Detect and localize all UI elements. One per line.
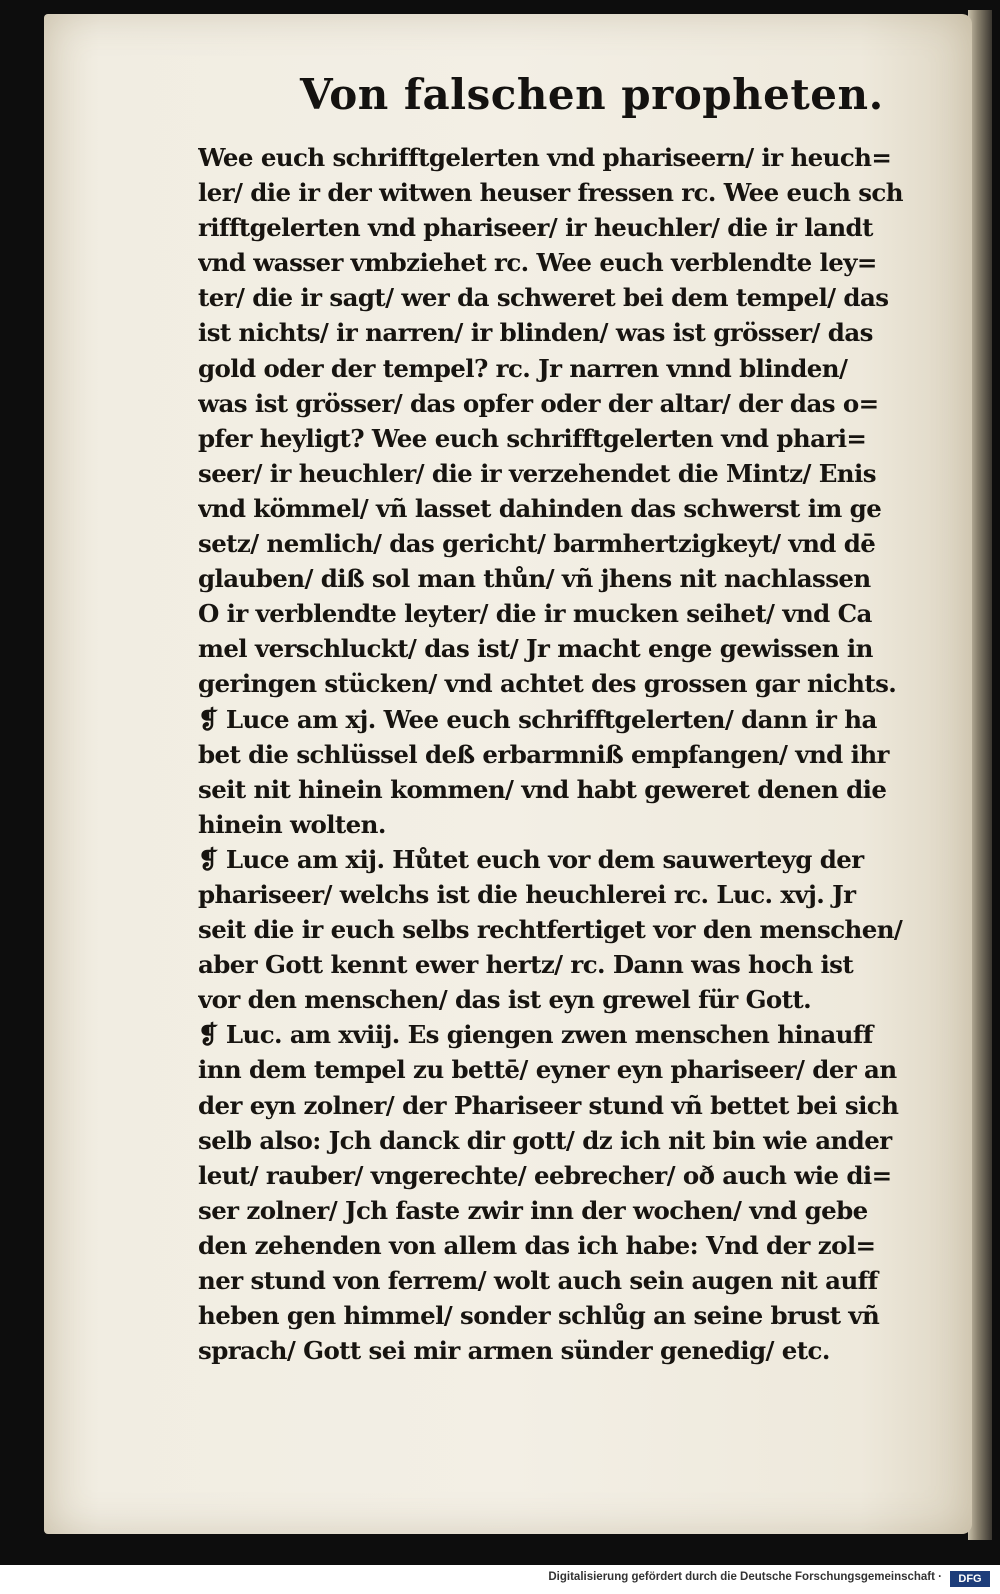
- text-line: ler/ die ir der witwen heuser fressen rc. Wee euch sch: [198, 178, 903, 208]
- text-line: vnd kömmel/ vñ lasset dahinden das schwerst im ge: [198, 493, 882, 523]
- text-line: mel verschluckt/ das ist/ Jr macht enge gewissen in: [198, 634, 873, 664]
- text-line: sprach/ Gott sei mir armen sünder genedig/ etc.: [198, 1336, 830, 1366]
- footer-credit: Digitalisierung gefördert durch die Deutsche Forschungsgemeinschaft ·: [548, 1571, 942, 1583]
- text-line: ser zolner/ Jch faste zwir inn der wochen/ vnd gebe: [198, 1195, 868, 1225]
- text-line: pfer heyligt? Wee euch schrifftgelerten vnd phari=: [198, 423, 867, 453]
- text-line: der eyn zolner/ der Phariseer stund vñ bettet bei sich: [198, 1090, 899, 1120]
- text-line: seit nit hinein kommen/ vnd habt geweret denen die: [198, 774, 887, 804]
- text-line: ner stund von ferrem/ wolt auch sein augen nit auff: [198, 1266, 878, 1295]
- text-line: selb also: Jch danck dir gott/ dz ich nit bin wie ander: [198, 1125, 892, 1155]
- text-line: ist nichts/ ir narren/ ir blinden/ was ist grösser/ das: [198, 318, 873, 348]
- dfg-logo: DFG: [950, 1571, 990, 1587]
- text-line: den zehenden von allem das ich habe: Vnd der zol=: [198, 1230, 876, 1260]
- body-text: [198, 140, 968, 1368]
- text-line: bet die schlüssel deß erbarmniß empfangen/ vnd ihr: [198, 739, 889, 769]
- text-line: inn dem tempel zu bettē/ eyner eyn phariseer/ der an: [198, 1055, 897, 1085]
- text-line: vor den menschen/ das ist eyn grewel für Gott.: [198, 985, 812, 1015]
- text-line: heben gen himmel/ sonder schlůg an seine brust vñ: [198, 1301, 880, 1331]
- text-line: Wee euch schrifftgelerten vnd phariseern/ ir heuch=: [198, 143, 892, 172]
- text-line: ❡ Luc. am xviij. Es giengen zwen menschen hinauff: [198, 1020, 873, 1050]
- text-line: seit die ir euch selbs rechtfertiget vor den menschen/: [198, 915, 903, 945]
- text-line: ter/ die ir sagt/ wer da schweret bei dem tempel/ das: [198, 283, 889, 313]
- text-line: vnd wasser vmbziehet rc. Wee euch verblendte ley=: [198, 248, 877, 278]
- text-line: setz/ nemlich/ das gericht/ barmhertzigkeyt/ vnd dē: [198, 529, 876, 559]
- text-line: seer/ ir heuchler/ die ir verzehendet die Mintz/ Enis: [198, 458, 876, 488]
- text-line: phariseer/ welchs ist die heuchlerei rc. Luc. xvj. Jr: [198, 879, 856, 909]
- text-line: was ist grösser/ das opfer oder der altar/ der das o=: [198, 388, 879, 418]
- text-line: O ir verblendte leyter/ die ir mucken seihet/ vnd Ca: [198, 599, 872, 629]
- text-line: ❡ Luce am xij. Hůtet euch vor dem sauwerteyg der: [198, 844, 864, 874]
- text-line: gold oder der tempel? rc. Jr narren vnnd blinden/: [198, 353, 848, 383]
- text-line: glauben/ diß sol man thůn/ vñ jhens nit nachlassen: [198, 564, 871, 594]
- text-line: geringen stücken/ vnd achtet des grossen gar nichts.: [198, 669, 897, 699]
- text-line: leut/ rauber/ vngerechte/ eebrecher/ oð auch wie di=: [198, 1160, 892, 1190]
- text-line: aber Gott kennt ewer hertz/ rc. Dann was hoch ist: [198, 950, 854, 980]
- text-line: hinein wolten.: [198, 809, 386, 839]
- text-line: rifftgelerten vnd phariseer/ ir heuchler/ die ir landt: [198, 213, 873, 243]
- page-heading: Von falschen propheten.: [300, 70, 884, 119]
- text-line: ❡ Luce am xj. Wee euch schrifftgelerten/ dann ir ha: [198, 704, 877, 734]
- footer-bar: [0, 1565, 1000, 1594]
